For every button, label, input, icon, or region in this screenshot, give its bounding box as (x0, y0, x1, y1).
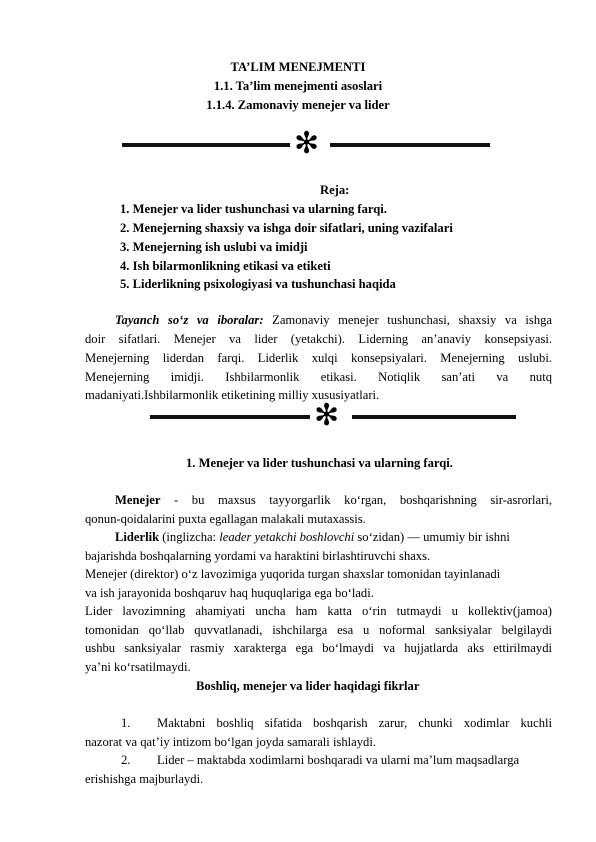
lider-definition-line (115, 530, 510, 545)
plan-item: 3. Menejerning ish uslubi va imidji (120, 240, 308, 254)
lider-text: so‘zidan) — umumiy bir ishni (354, 530, 510, 544)
lider-italic: leader yetakchi boshlovchi (219, 530, 355, 544)
opinion-number: 1. (121, 716, 131, 730)
menejer-definition-line (115, 493, 552, 508)
menejer-term: Menejer (115, 493, 161, 507)
document-title: TA’LIM MENEJMENTI (230, 60, 366, 74)
leader-line: Lider lavozimning ahamiyati uncha ham katta o‘rin tutmaydi u kollektiv(jamoa) (85, 604, 552, 618)
opinion-text: Lider – maktabda xodimlarni boshqaradi va ularni ma’lum maqsadlarga (157, 753, 520, 767)
keywords-line: Menejerning imidji. Ishbilarmonlik etikasi. Notiqlik san’ati va nutq (85, 370, 552, 384)
keywords-line: madaniyati.Ishbilarmonlik etiketining milliy xususiyatlari. (85, 388, 380, 402)
divider-line-right (352, 415, 516, 419)
opinion-text: nazorat va qat’iy intizom bo‘lgan joyda samarali ishlaydi. (85, 735, 376, 749)
plan-item: 5. Liderlikning psixologiyasi va tushunchasi haqida (120, 277, 396, 291)
opinions-heading: Boshliq, menejer va lider haqidagi fikrlar (196, 679, 420, 693)
divider-line-left (122, 143, 290, 147)
plan-heading: Reja: (320, 183, 350, 197)
section1-heading: 1. Menejer va lider tushunchasi va ularning farqi. (186, 456, 453, 470)
keywords-text: Zamonaviy menejer tushunchasi, shaxsiy va ishga (263, 313, 552, 327)
leader-line: tomonidan qo‘llab quvvatlanadi, ishchilarga esa u noformal sanksiyalar belgilaydi (85, 623, 552, 637)
opinion-number: 2. (121, 753, 131, 767)
section-heading: 1.1. Ta’lim menejmenti asoslari (213, 79, 383, 93)
plan-item: 4. Ish bilarmonlikning etikasi va etiketi (120, 259, 331, 273)
subsection-heading: 1.1.4. Zamonaviy menejer va lider (206, 98, 390, 112)
keywords-line: doir sifatlari. Menejer va lider (yetakchi). Liderning an’anaviy konsepsiyasi. (85, 332, 552, 346)
lider-definition-line: bajarishda boshqalarning yordami va haraktini birlashtiruvchi shaxs. (85, 549, 431, 563)
keywords-line: Menejerning liderdan farqi. Liderlik xulqi konsepsiyalari. Menejerning uslubi. (85, 351, 552, 365)
leader-line: ushbu sanksiyalar rasmiy xarakterga ega bo‘lmaydi va hujjatlarda aks ettirilmaydi (85, 641, 552, 655)
plan-item: 1. Menejer va lider tushunchasi va ularning farqi. (120, 202, 387, 216)
asterisk-ornament-icon: ✻ (314, 398, 340, 433)
plan-item: 2. Menejerning shaxsiy va ishga doir sifatlari, uning vazifalari (120, 221, 453, 235)
menejer-definition-line: qonun-qoidalarini puxta egallagan malakali mutaxassis. (85, 512, 366, 526)
divider-line-left (150, 415, 310, 419)
divider-line-right (330, 143, 490, 147)
opinion-text: Maktabni boshliq sifatida boshqarish zarur, chunki xodimlar kuchli (157, 716, 552, 730)
lider-term: Liderlik (115, 530, 160, 544)
opinion-text: erishishga majburlaydi. (85, 772, 204, 786)
director-line: Menejer (direktor) o‘z lavozimiga yuqorida turgan shaxslar tomonidan tayinlanadi (85, 567, 501, 581)
menejer-text: - bu maxsus tayyorgarlik ko‘rgan, boshqarishning sir-asrorlari, (160, 493, 552, 507)
lider-text: (inglizcha: (159, 530, 220, 544)
keywords-line (115, 313, 552, 328)
director-line: va ish jarayonida boshqaruv haq huquqlariga ega bo‘ladi. (85, 586, 374, 600)
keywords-label: Tayanch so‘z va iboralar: (115, 313, 264, 327)
asterisk-ornament-icon: ✻ (294, 126, 320, 161)
leader-line: ya’ni ko‘rsatilmaydi. (85, 660, 191, 674)
